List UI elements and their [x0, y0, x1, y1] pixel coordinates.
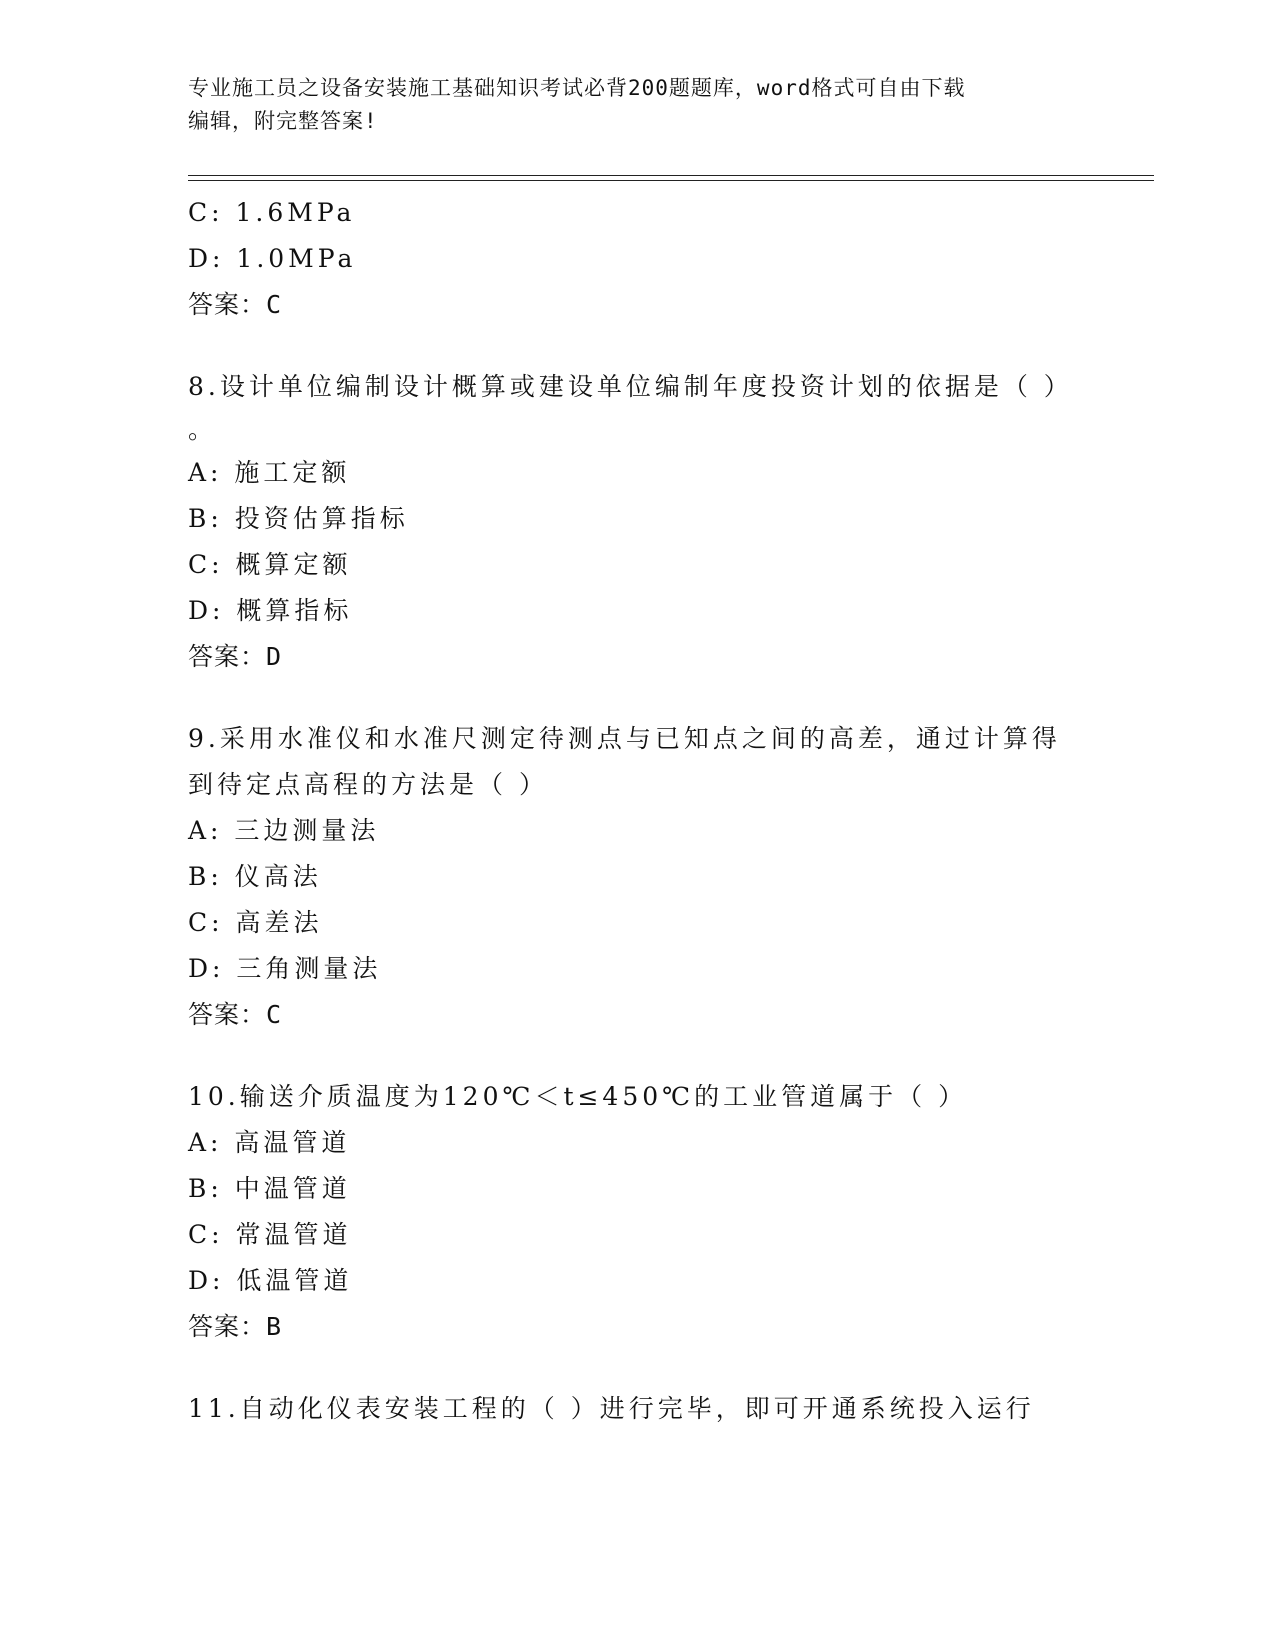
header-rule-top	[188, 175, 1154, 176]
option-b: B: 仪高法	[188, 862, 322, 891]
option-c: C: 概算定额	[188, 550, 352, 579]
question-stem: 9.采用水准仪和水准尺测定待测点与已知点之间的高差，通过计算得	[188, 724, 1061, 753]
option-b: B: 中温管道	[188, 1174, 351, 1203]
answer-line: 答案：C	[188, 290, 283, 319]
answer-line: 答案：B	[188, 1312, 283, 1341]
option-c: C: 常温管道	[188, 1220, 352, 1249]
question-stem: 8.设计单位编制设计概算或建设单位编制年度投资计划的依据是（ ）	[188, 372, 1073, 401]
answer-line: 答案：C	[188, 1000, 283, 1029]
question-stem-continued: 。	[188, 415, 218, 444]
header-line-1: 专业施工员之设备安装施工基础知识考试必背200题题库，word格式可自由下载	[188, 76, 966, 100]
option-c: C: 高差法	[188, 908, 323, 937]
option-d: D: 低温管道	[188, 1266, 353, 1295]
option-d: D: 三角测量法	[188, 954, 382, 983]
question-list	[188, 190, 1073, 1432]
question-stem: 11.自动化仪表安装工程的（ ）进行完毕，即可开通系统投入运行	[188, 1394, 1035, 1423]
option-a: A: 施工定额	[188, 458, 351, 487]
question-stem-continued: 到待定点高程的方法是（ ）	[188, 770, 548, 799]
question-10	[188, 1074, 1068, 1350]
question-11	[188, 1386, 1068, 1432]
header-rule-bottom	[188, 180, 1154, 181]
option-c: C: 1.6MPa	[188, 198, 356, 227]
option-a: A: 三边测量法	[188, 816, 380, 845]
question-8	[188, 364, 1073, 680]
option-d: D: 概算指标	[188, 596, 353, 625]
option-b: B: 投资估算指标	[188, 504, 409, 533]
document-header	[188, 72, 1088, 138]
question-stem: 10.输送介质温度为120℃＜t≤450℃的工业管道属于（ ）	[188, 1082, 968, 1111]
header-line-2: 编辑，附完整答案!	[188, 109, 378, 133]
question-7-tail	[188, 190, 1068, 328]
option-d: D: 1.0MPa	[188, 244, 357, 273]
option-a: A: 高温管道	[188, 1128, 351, 1157]
answer-line: 答案：D	[188, 642, 283, 671]
question-9	[188, 716, 1068, 1038]
